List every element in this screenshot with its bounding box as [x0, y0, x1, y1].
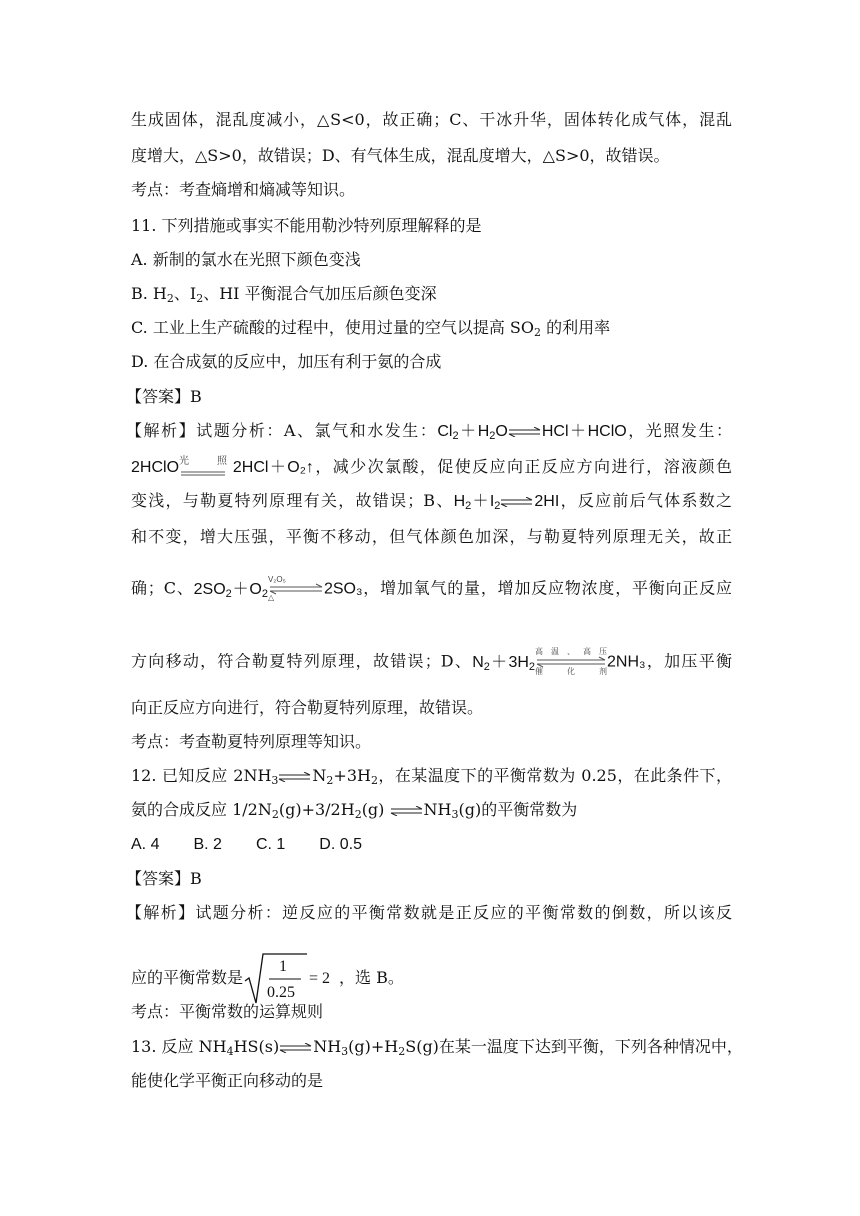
reversible-arrow-icon — [390, 806, 424, 816]
question-13-stem: 13. 反应 $NH_4HS(s)$ $NH_3(g)+H_2S(g)$在某一温度下达到平衡，下列各种情况中， — [131, 1037, 743, 1058]
option-c: C. 工业上生产硫酸的过程中，使用过量的空气以提高 $SO_2$ 的利用率 — [131, 318, 611, 339]
light-condition-arrow-icon: 光照 — [179, 455, 228, 467]
kaodian-line: 考点：考查熵增和熵减等知识。 — [131, 180, 356, 199]
answer-line: 【答案】B — [126, 869, 202, 888]
analysis-line: 【解析】试题分析：A、氯气和水发生：$Cl_2+H_2O$ HCl＋HClO，光照发生： — [126, 421, 732, 442]
text-line: 度增大，△S>0，故错误；D、有气体生成，混乱度增大，△S>0，故错误。 — [131, 146, 670, 165]
reversible-arrow-icon — [508, 427, 542, 437]
analysis-line: 方向移动，符合勒夏特列原理，故错误；D、$N_2+3H_2$ 高温、高压 催化剂 2NH₃，加压平衡 — [131, 647, 732, 676]
answer-line: 【答案】B — [126, 387, 202, 406]
reversible-arrow-icon — [278, 772, 312, 782]
question-12-stem: 12. 已知反应 $2NH_3$ $N_2+3H_2$，在某温度下的平衡常数为 0.25，在此条件下， — [131, 766, 732, 787]
question-12-options: A. 4 B. 2 C. 1 D. 0.5 — [131, 836, 362, 853]
kaodian-line: 考点：考查勒夏特列原理等知识。 — [131, 732, 372, 751]
analysis-line: 【解析】试题分析：逆反应的平衡常数就是正反应的平衡常数的倒数，所以该反 — [126, 903, 732, 922]
kaodian-line: 考点：平衡常数的运算规则 — [131, 1002, 324, 1021]
option-b: B. $H_2$、$I_2$、HI 平衡混合气加压后颜色变深 — [131, 284, 437, 305]
reversible-arrow-icon — [279, 1043, 313, 1053]
haber-conditions-arrow-icon: 高温、高压 催化剂 — [535, 647, 608, 676]
reversible-arrow-icon — [500, 497, 534, 507]
question-12-stem: 氨的合成反应 $1/2N_2(g)+3/2H_2(g)$ $NH_3(g)$的平衡常数为 — [131, 800, 578, 821]
analysis-line: 和不变，增大压强，平衡不移动，但气体颜色加深，与勒夏特列原理无关，故正 — [131, 527, 732, 546]
analysis-line: 向正反应方向进行，符合勒夏特列原理，故错误。 — [131, 698, 484, 717]
question-11-stem: 11. 下列措施或事实不能用勒沙特列原理解释的是 — [131, 216, 482, 235]
analysis-line: 变浅，与勒夏特列原理有关，故错误；B、$H_2+I_2$ 2HI，反应前后气体系数之 — [131, 491, 732, 512]
analysis-line: 确；C、$2SO_2+O_2$ V₂O₅ △ 2SO₃，增加氧气的量，增加反应物浓度，平衡向正反应 — [131, 575, 732, 602]
analysis-line: 2HClO 光照 2HCl＋O₂↑，减少次氯酸，促使反应向正反应方向进行，溶液颜色 — [131, 456, 732, 478]
option-a: A. 新制的氯水在光照下颜色变浅 — [131, 250, 361, 269]
square-root-formula: 1 0.25 = 2 — [243, 951, 339, 1007]
option-d: D. 在合成氨的反应中，加压有利于氨的合成 — [131, 352, 442, 371]
text-line: 生成固体，混乱度减小，△S<0，故正确；C、干冰升华，固体转化成气体，混乱 — [131, 110, 732, 129]
question-13-stem: 能使化学平衡正向移动的是 — [131, 1071, 324, 1090]
analysis-line: 应的平衡常数是 1 0.25 = 2 ，选 B。 — [131, 950, 732, 1006]
catalyst-reversible-arrow-icon: V₂O₅ △ — [268, 576, 324, 602]
